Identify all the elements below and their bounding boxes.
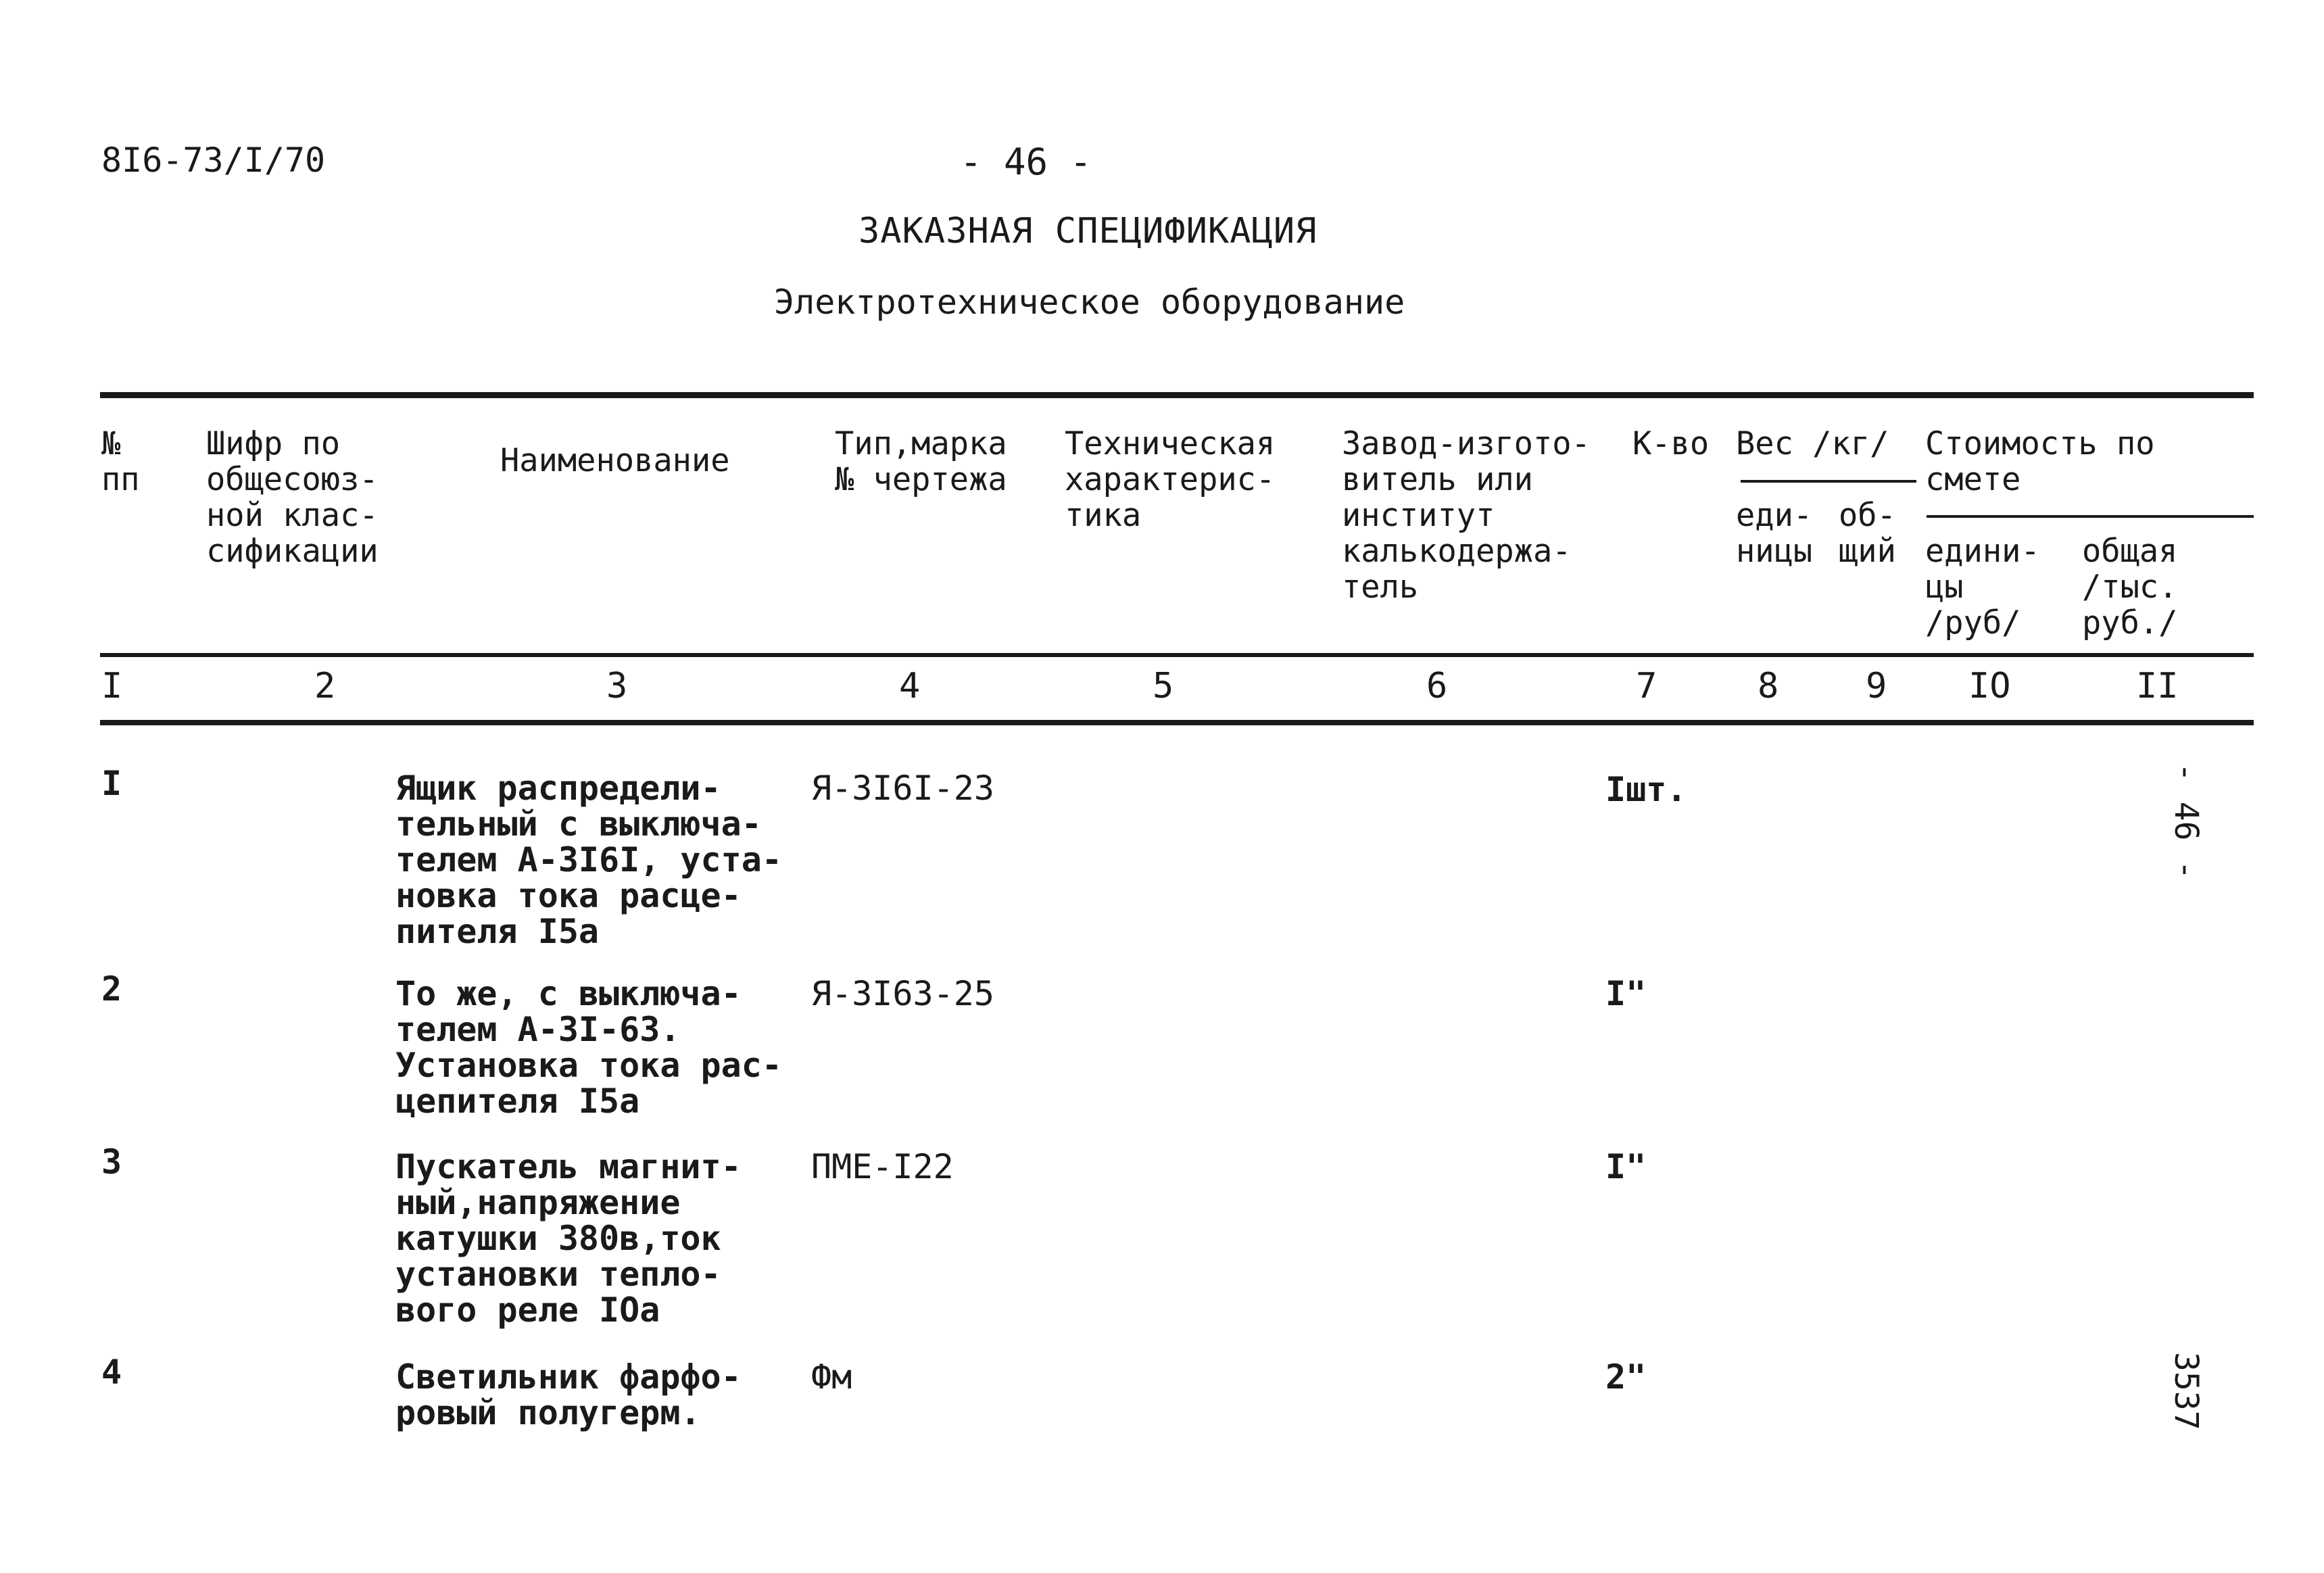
row-1-number: I [101, 764, 122, 803]
column-number-9: 9 [1866, 666, 1887, 706]
col-header-name: Наименование [500, 442, 730, 479]
column-numbers-rule [100, 720, 2254, 725]
column-number-11: II [2136, 666, 2179, 706]
col-header-classification-code: Шифр по общесоюз- ной клас- сификации [206, 425, 379, 570]
col-header-technical-spec: Техническая характерис- тика [1065, 425, 1276, 534]
row-3-quantity: I" [1605, 1147, 1647, 1186]
col-header-weight-group: Вес /кг/ [1736, 425, 1889, 462]
column-number-7: 7 [1636, 666, 1657, 706]
col-header-weight-total: об- щий [1839, 497, 1896, 570]
col-header-weight-unit: еди- ницы [1736, 497, 1813, 570]
document-code: 8I6-73/I/70 [101, 141, 326, 180]
margin-sheet-code: 3537 [2167, 1352, 2205, 1430]
row-1-quantity: Iшт. [1605, 770, 1687, 809]
weight-group-rule [1741, 480, 1916, 483]
cost-group-rule [1927, 515, 2254, 518]
table-top-rule [100, 392, 2254, 398]
column-number-5: 5 [1153, 666, 1174, 706]
col-header-type: Тип,марка № чертежа [835, 425, 1007, 498]
row-2-quantity: I" [1605, 974, 1647, 1013]
column-number-3: 3 [606, 666, 628, 706]
row-2-name: То же, с выключа- телем А-3I-63. Установка тока рас- цепителя I5а [395, 974, 782, 1121]
col-header-cost-total: общая /тыс. руб./ [2082, 533, 2178, 642]
column-number-8: 8 [1758, 666, 1779, 706]
page-subtitle: Электротехническое оборудование [774, 283, 1405, 322]
col-header-cost-unit: едини- цы /руб/ [1925, 533, 2040, 642]
col-header-quantity: К-во [1632, 425, 1710, 462]
row-4-name: Светильник фарфо- ровый полугерм. [395, 1357, 742, 1432]
column-number-2: 2 [314, 666, 336, 706]
row-4-number: 4 [101, 1353, 122, 1392]
row-4-quantity: 2" [1605, 1357, 1647, 1397]
column-number-1: I [101, 666, 123, 706]
column-number-6: 6 [1426, 666, 1448, 706]
row-4-type: Фм [811, 1357, 852, 1397]
header-bottom-rule [100, 653, 2254, 657]
row-1-type: Я-3I6I-23 [811, 769, 994, 808]
row-3-name: Пускатель магнит- ный,напряжение катушки 380в,ток установки тепло- вого реле IOа [395, 1147, 742, 1330]
row-1-name: Ящик распредели- тельный с выключа- телем А-3I6I, уста- новка тока расце- пителя I5а [395, 769, 782, 951]
row-3-type: ПМЕ-I22 [811, 1147, 954, 1186]
column-number-10: IO [1968, 666, 2011, 706]
col-header-number: № пп [101, 425, 140, 498]
row-3-number: 3 [101, 1142, 122, 1182]
col-header-cost-group: Стоимость по смете [1925, 425, 2155, 498]
page-number: - 46 - [960, 141, 1092, 183]
column-number-4: 4 [899, 666, 921, 706]
page-title: ЗАКАЗНАЯ СПЕЦИФИКАЦИЯ [858, 211, 1317, 251]
margin-page-mark: - 46 - [2167, 763, 2205, 880]
row-2-number: 2 [101, 969, 122, 1009]
row-2-type: Я-3I63-25 [811, 974, 994, 1013]
col-header-manufacturer: Завод-изгото- витель или институт калькодержа- тель [1342, 425, 1591, 606]
